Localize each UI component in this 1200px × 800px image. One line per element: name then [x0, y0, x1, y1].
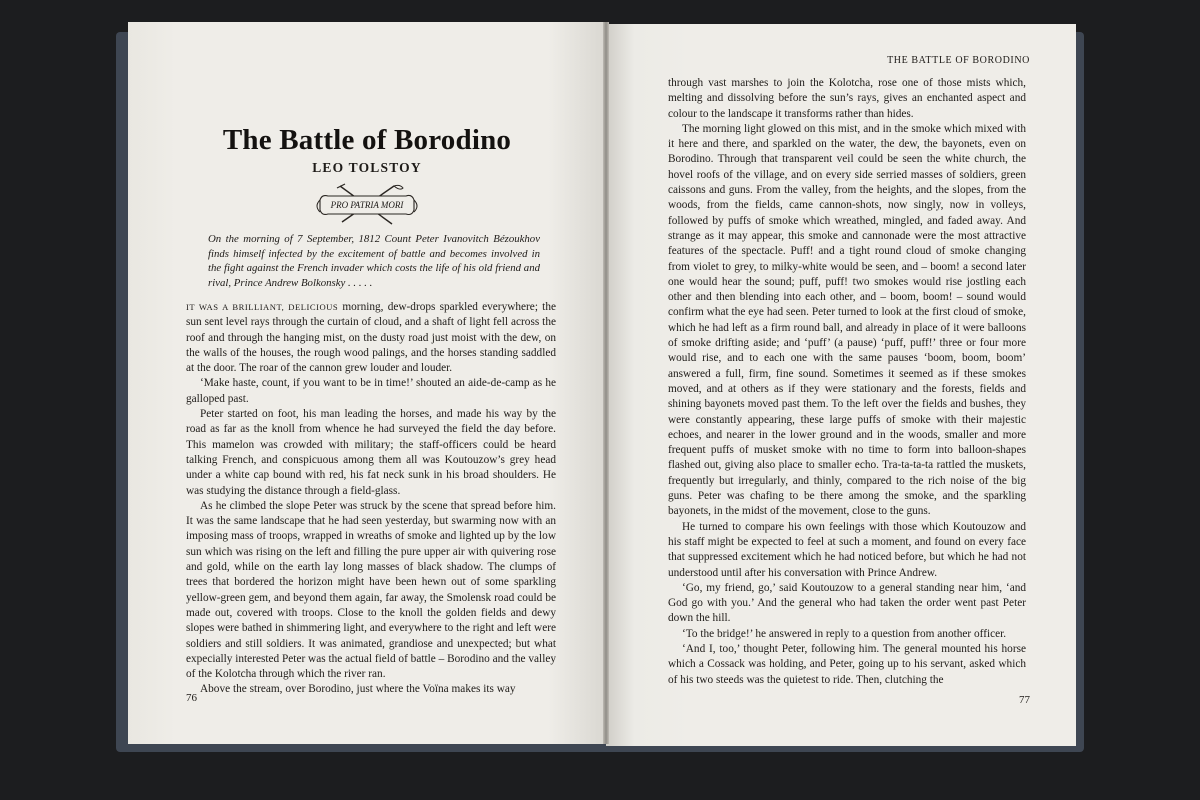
paragraph: The morning light glowed on this mist, and in the smoke which mixed with it here and there, and sparkled on the water, the dew, the bayonets, even on Borodino. Through that transparent veil could be seen the white church, the hovel roofs of the village, and on every side serried masses of soldiers, green caissons and guns. From the valley, from the heights, and the slopes, from the woods, from the fields, came cannon-shots, now singly, now in volleys, followed by puffs of smoke which wreathed, mingled, and faded away. And strange as it may appear, this smoke and cannonade were the most attractive features of the spectacle. Puff! and a tight round cloud of smoke changing from violet to grey, to milky-white would be seen, and – boom! a second later one would hear the sound; puff, puff! two smokes would rise jostling each other and then blending into each other, and – boom, boom! – sound would confirm what the eye had seen. Peter turned to look at the first cloud of smoke, which he had left as a firm round ball, and already in place of it were balloons of smoke drifting aside; and ‘puff’ (a pause) ‘puff, puff!’ three or four more would rise, and to each one with the same pauses ‘boom, boom, boom’ answered a full, firm, fine sound. Sometimes it seemed as if these smokes moved, and at others as if they were stationary and the forests, fields and shining bayonets moved past them. To the left over the fields and bushes, they were constantly appearing, these large puffs of smoke with their majestic echoes, and nearer in the lower ground and in the woods, smaller and more frequent puffs of musket smoke with no time to form into balloon-shapes flashed out, giving also place to smaller echo. Tra-ta-ta-ta rattled the muskets, frequently but irregularly, and thinly, compared to the rich noise of the big guns. Peter was chafing to be there among the smoke, and the sparkling bayonets, in the midst of the movement, close to the guns. [668, 122, 1026, 518]
paragraph: Peter started on foot, his man leading the horses, and made his way by the road as far as the knoll from whence he had surveyed the field the day before. This mamelon was crowded with military; the staff-officers could be heard talking French, and conspicuous among them all was Koutouzow’s grey head under a white cap bound with red, his fat neck sunk in his broad shoulders. He was studying the distance through a field-glass. [186, 408, 556, 497]
left-page [128, 22, 606, 744]
paragraph: ‘Go, my friend, go,’ said Koutouzow to a general standing near him, ‘and God go with you.’ And the general who had taken the order went past Peter down the hill. [668, 581, 1026, 625]
paragraph: ‘Make haste, count, if you want to be in time!’ shouted an aide-de-camp as he galloped past. [186, 377, 556, 405]
paragraph: ‘To the bridge!’ he answered in reply to a question from another officer. [682, 627, 1007, 640]
right-page [606, 24, 1076, 746]
paragraph: ‘And I, too,’ thought Peter, following him. The general mounted his horse which a Cossack was holding, and Peter, going up to his servant, asked which of his two steeds was the quietest to ride. Then, clutching the [668, 642, 1026, 686]
opening-text: morning, dew-drops sparkled everywhere; the sun sent level rays through the curtain of cloud, and a shaft of light fell across the roof and through the hanging mist, on the dusty road just moist with the dew, on the walls of the houses, the rough wood palings, and the horses standing saddled at the door. The roar of the cannon grew louder and louder. [186, 301, 556, 375]
page-number-right: 77 [1019, 694, 1030, 706]
running-head: THE BATTLE OF BORODINO [887, 55, 1030, 66]
page-number-left: 76 [186, 692, 197, 704]
opening-smallcaps: IT WAS A BRILLIANT, DELICIOUS [186, 302, 339, 312]
pro-patria-emblem [312, 182, 422, 228]
continued-paragraph: through vast marshes to join the Kolotcha, rose one of those mists which, melting and dissolving before the sun’s rays, gives an enchanted aspect and colour to the landscape it transforms rather than hides. [668, 77, 1026, 120]
paragraph: Above the stream, over Borodino, just where the Voïna makes its way [200, 683, 516, 696]
story-author: LEO TOLSTOY [312, 160, 422, 175]
story-title: The Battle of Borodino [222, 124, 512, 156]
intro-summary: On the morning of 7 September, 1812 Count Peter Ivanovitch Bézoukhov finds himself infected by the excitement of battle and becomes involved in the fight against the French invader which costs the life of his old friend and rival, Prince Andrew Bolkonsky . . . . . [208, 233, 540, 289]
paragraph: As he climbed the slope Peter was struck by the scene that spread before him. It was the same landscape that he had seen yesterday, but swarming now with an imposing mass of troops, wrapped in wreaths of smoke and lighted up by the low sun which was rising on the left and filling the pure upper air with quivering rose and gold, while on the earth lay long masses of black shadow. The clumps of trees that bordered the horizon might have been hewn out of some sparkling yellow-green gem, and beyond them again, far away, the Smolensk road could be made out, covered with troops. Close to the knoll the golden fields and dewy slopes were bathed in shimmering light, and everywhere to the right and left were soldiers and still soldiers. It was animated, grandiose and unexpected; but what expecially interested Peter was the actual field of battle – Borodino and the valley of the Kolotcha through which the river ran. [186, 499, 556, 681]
emblem-motto: PRO PATRIA MORI [330, 200, 404, 210]
paragraph: He turned to compare his own feelings with those which Koutouzow and his staff might be expected to feel at such a moment, and found on every face that suppressed excitement which he had noticed before, but which he had not understood until after his conversation with Prince Andrew. [668, 520, 1026, 579]
left-body-text [186, 300, 556, 698]
right-body-text [668, 76, 1026, 688]
book-gutter [603, 22, 609, 744]
opening-paragraph [186, 300, 556, 376]
